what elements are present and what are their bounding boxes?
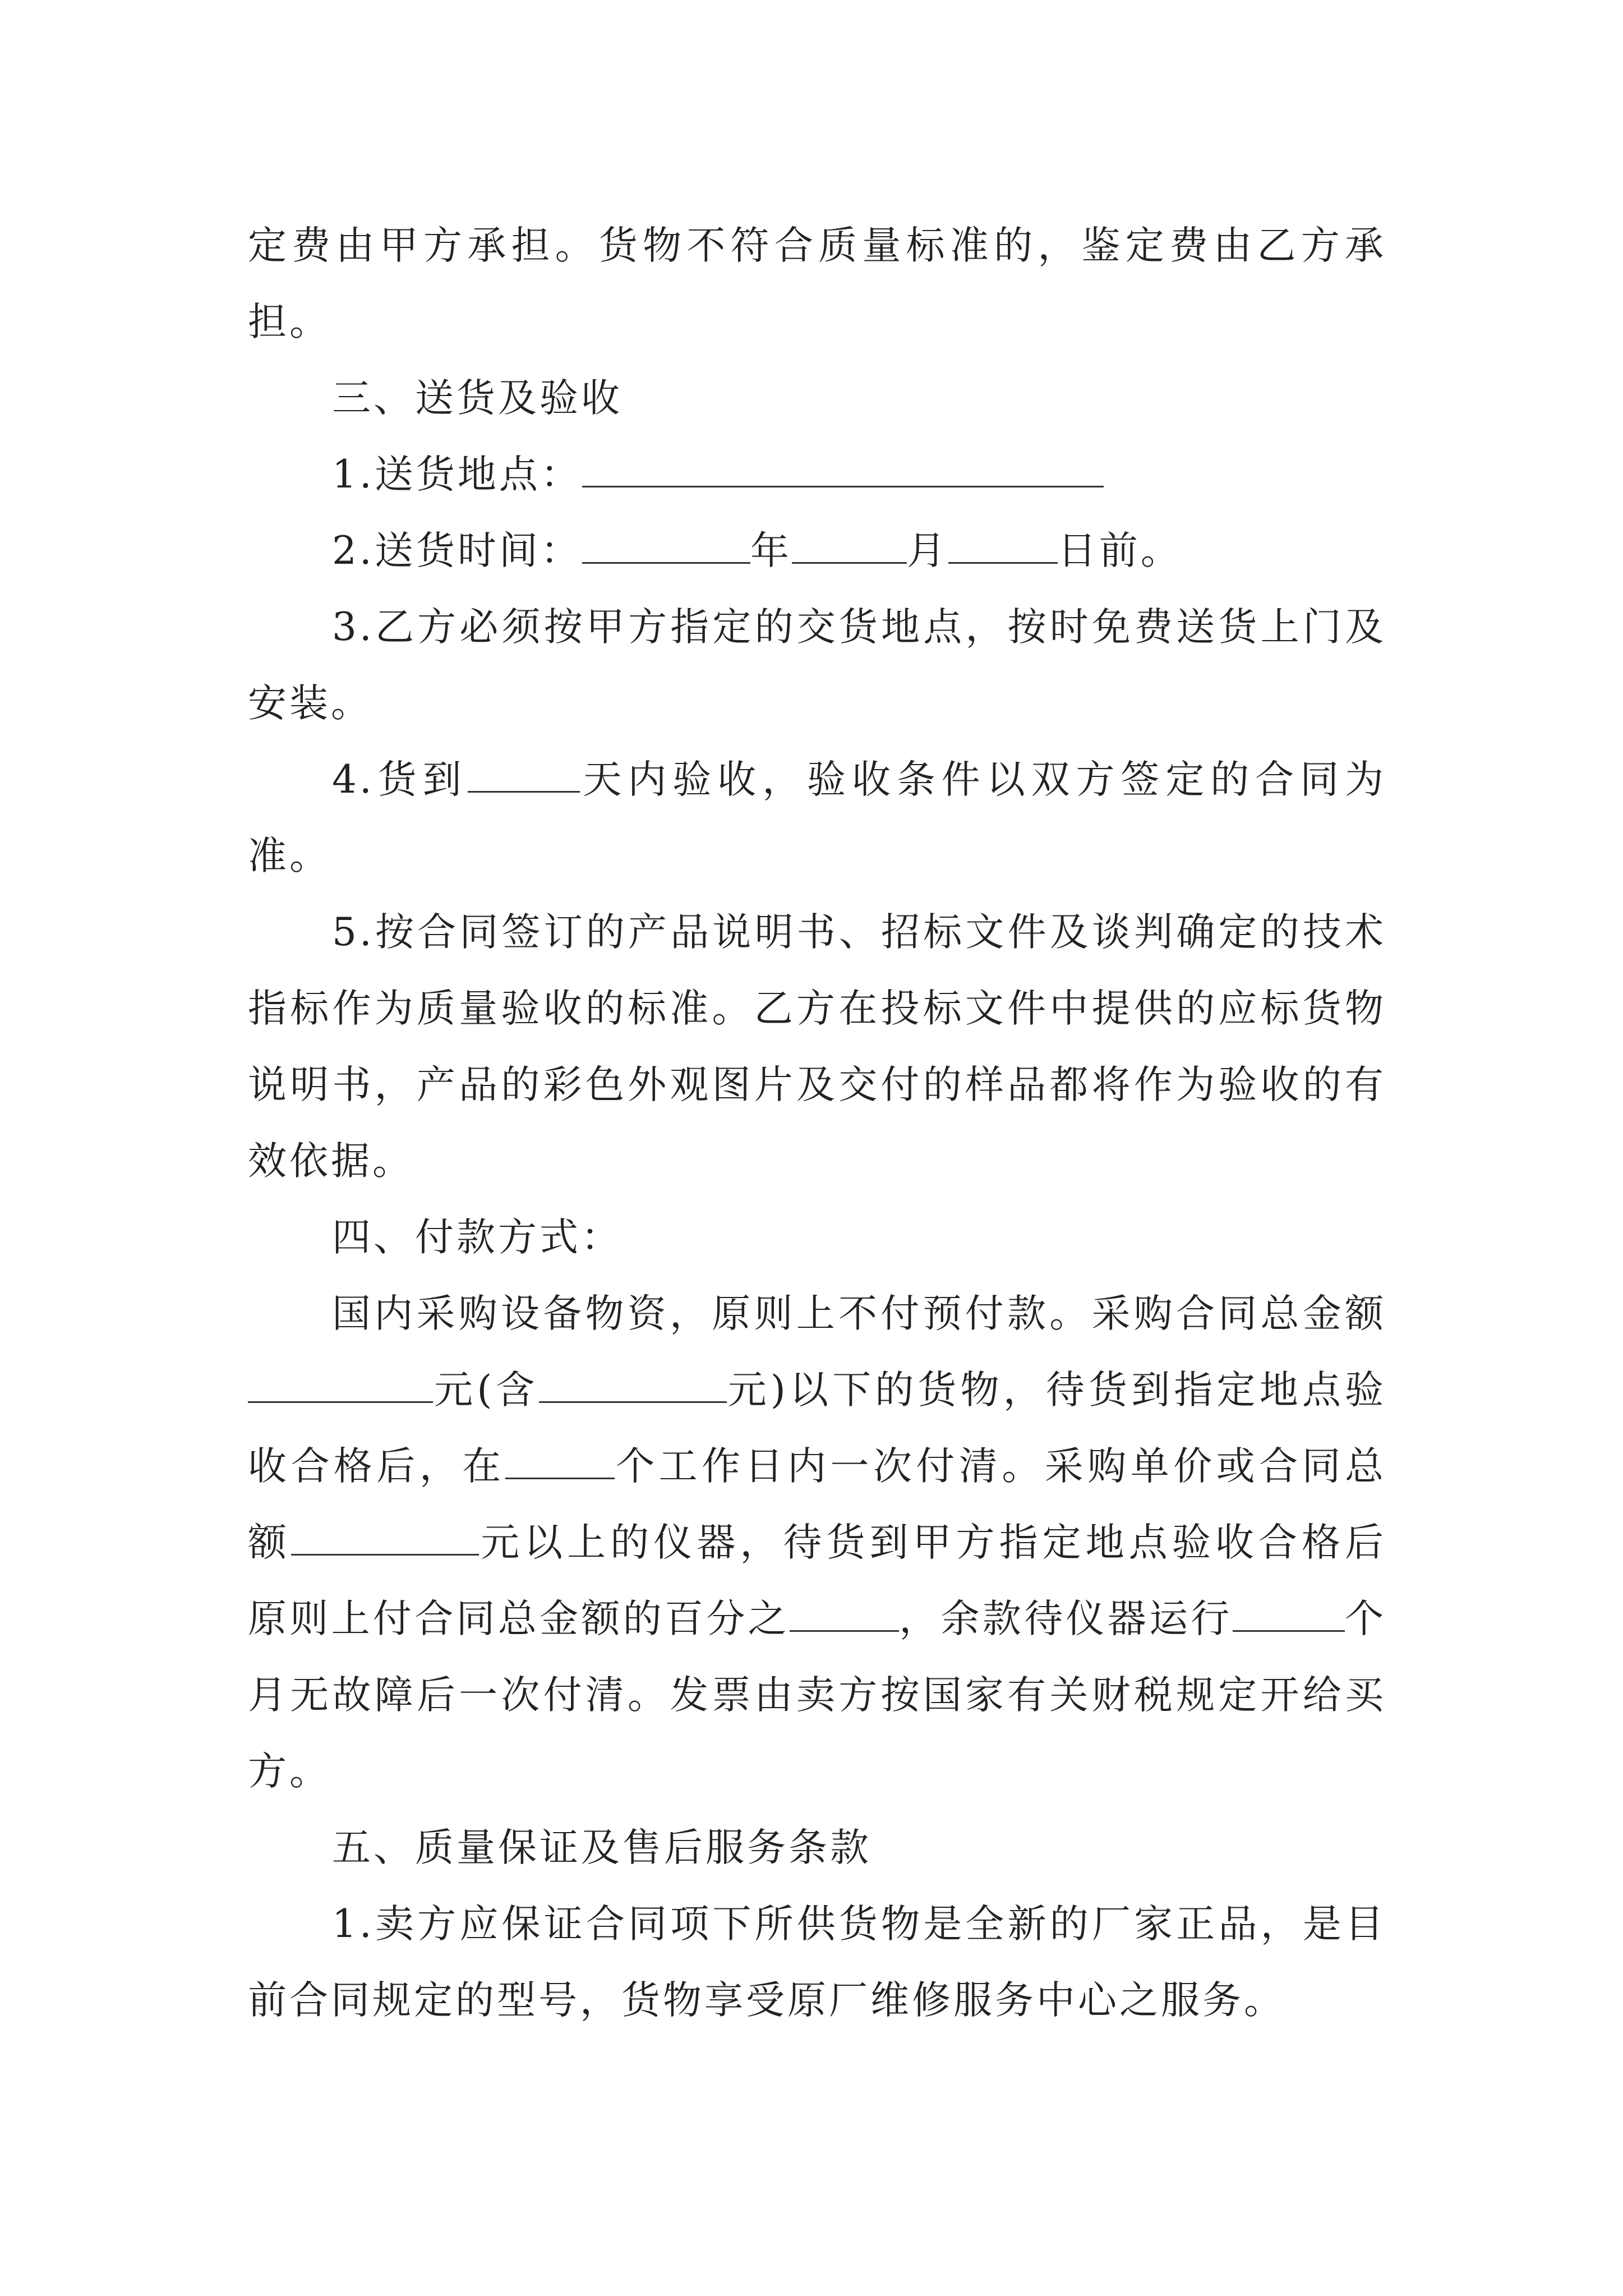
payment-text-6: ，余款待仪器运行 <box>898 1596 1233 1641</box>
payment-text-3: 元)以下的货物，待货到指定地点验收合格后，在 <box>248 1368 1387 1489</box>
delivery-month-label: 月 <box>906 528 948 573</box>
delivery-install-item: 3.乙方必须按甲方指定的交货地点，按时免费送货上门及安装。 <box>248 605 1386 726</box>
warranty-item-1: 1.卖方应保证合同项下所供货物是全新的厂家正品，是目前合同规定的型号，货物享受原厂维修服务中心之服务。 <box>248 1902 1386 2023</box>
acceptance-days-suffix: 天内验收，验收条件以双方签定的合同为准。 <box>248 757 1386 878</box>
delivery-location-label: 1.送货地点： <box>332 452 582 497</box>
contract-amount-incl-blank <box>539 1366 727 1403</box>
acceptance-days-item <box>248 742 1386 894</box>
delivery-year-label: 年 <box>750 528 792 573</box>
delivery-location-blank <box>582 451 1104 487</box>
delivery-month-blank <box>792 527 907 564</box>
payment-text-1: 国内采购设备物资，原则上不付预付款。采购合同总金额 <box>332 1291 1386 1336</box>
payment-text-4: 个工作日内一次付清。采购单价或合同总额 <box>248 1444 1386 1565</box>
acceptance-days-blank <box>468 756 580 793</box>
delivery-day-label: 日前。 <box>1057 528 1182 573</box>
delivery-year-blank <box>582 527 750 564</box>
months-blank <box>1233 1595 1345 1632</box>
section-heading-payment: 四、付款方式： <box>332 1215 623 1260</box>
document-body <box>248 208 1386 2039</box>
paragraph-appraisal-fee: 定费由甲方承担。货物不符合质量标准的，鉴定费由乙方承担。 <box>248 223 1386 344</box>
acceptance-days-prefix: 4.货到 <box>332 757 468 802</box>
section-heading-warranty: 五、质量保证及售后服务条款 <box>332 1825 872 1870</box>
delivery-time-label: 2.送货时间： <box>332 528 582 573</box>
section-heading-delivery: 三、送货及验收 <box>332 376 623 421</box>
delivery-location-line <box>248 436 1386 513</box>
unit-price-blank <box>291 1519 479 1556</box>
contract-amount-blank <box>248 1366 433 1403</box>
payment-text-2: 元(含 <box>433 1368 539 1412</box>
payment-text-7: 个月无故障后一次付清。发票由卖方按国家有关财税规定开给买方。 <box>248 1596 1387 1794</box>
acceptance-standard-item: 5.按合同签订的产品说明书、招标文件及谈判确定的技术指标作为质量验收的标准。乙方在投标文件中提供的应标货物说明书，产品的彩色外观图片及交付的样品都将作为验收的有效依据。 <box>248 910 1386 1184</box>
working-days-blank <box>505 1443 615 1479</box>
delivery-day-blank <box>948 527 1058 564</box>
payment-text-5: 元以上的仪器，待货到甲方指定地点验收合格后原则上付合同总金额的百分之 <box>248 1520 1387 1641</box>
percentage-blank <box>790 1595 899 1632</box>
delivery-time-line <box>248 513 1386 589</box>
payment-terms-paragraph <box>248 1276 1386 1810</box>
